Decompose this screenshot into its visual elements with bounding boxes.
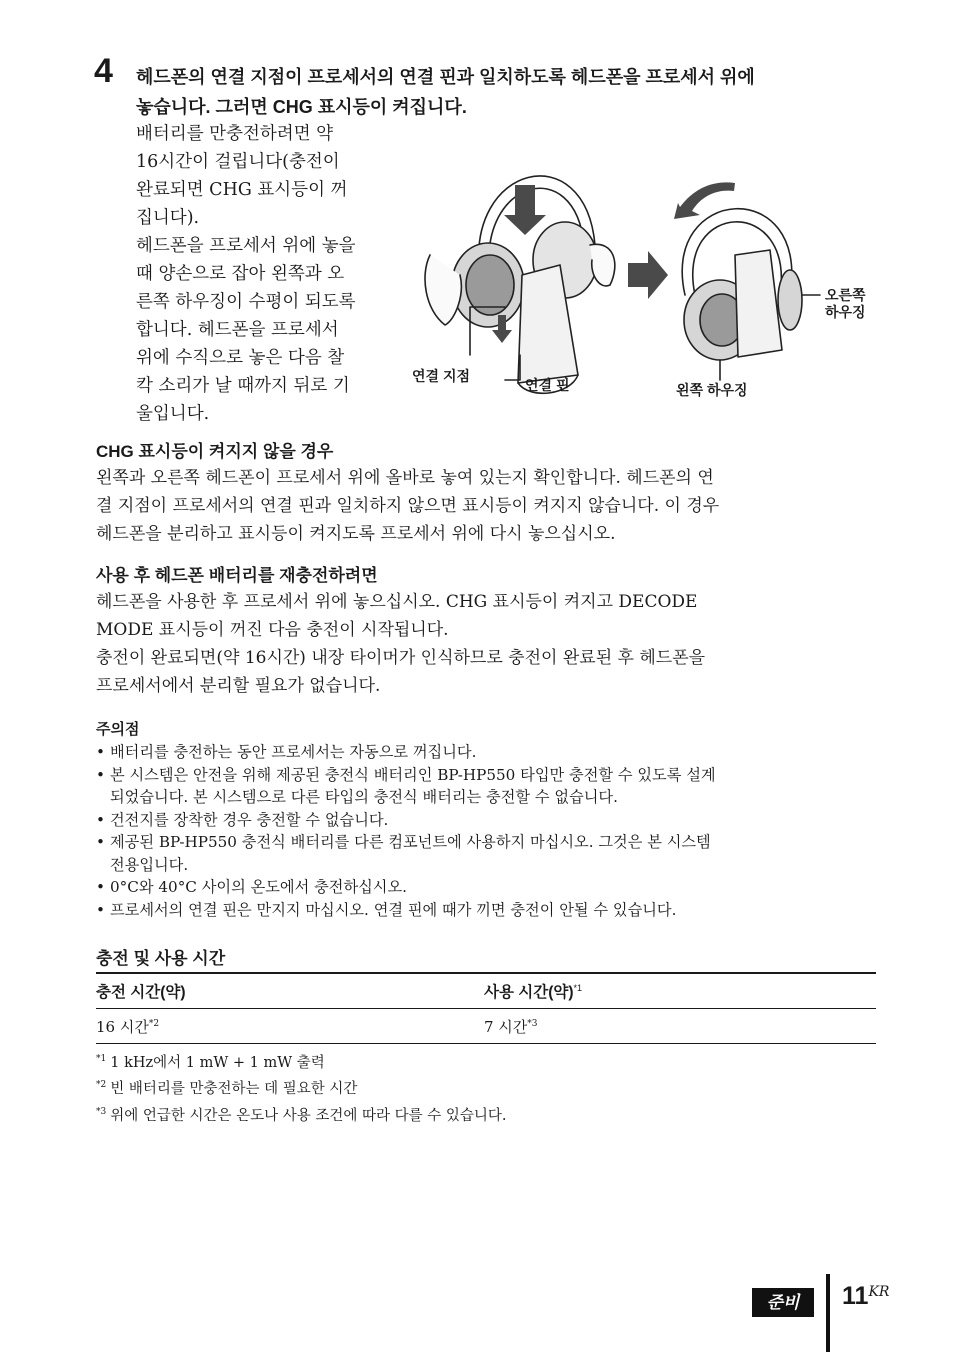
tilt-back-arrow-icon	[674, 182, 735, 219]
body-line: 배터리를 만충전하려면 약	[136, 124, 334, 144]
section-line: 왼쪽과 오른쪽 헤드폰이 프로세서 위에 올바로 놓여 있는지 확인합니다. 헤드폰의 연	[96, 468, 714, 488]
notes-section	[96, 718, 886, 921]
section-title: 사용 후 헤드폰 배터리를 재충전하려면	[96, 566, 378, 585]
step-body	[136, 120, 406, 428]
table-row	[96, 1009, 876, 1044]
body-line: 때 양손으로 잡아 왼쪽과 오	[136, 264, 345, 284]
section-chg-not-lit	[96, 440, 876, 548]
body-line: 칵 소리가 날 때까지 뒤로 기	[136, 376, 350, 396]
header-text: 충전 시간(약)	[96, 984, 186, 1001]
note-line: 되었습니다. 본 시스템으로 다른 타입의 충전식 배터리는 충전할 수 없습니다.	[110, 788, 618, 806]
footnote-mark: *2	[96, 1080, 107, 1091]
docked-processor	[735, 250, 782, 357]
notes-title: 주의점	[96, 721, 140, 738]
note-item	[96, 741, 886, 764]
section-line: 충전이 완료되면(약 16시간) 내장 타이머가 인식하므로 충전이 완료된 후 헤드폰을	[96, 648, 706, 668]
body-line: 집니다).	[136, 208, 200, 228]
notes-list	[96, 741, 886, 921]
page-number	[842, 1282, 889, 1311]
body-line: 울입니다.	[136, 404, 210, 424]
footnote-mark: *3	[96, 1106, 107, 1117]
section-recharge	[96, 564, 876, 700]
header-text: 사용 시간(약)	[484, 984, 574, 1001]
footnote-mark: *1	[573, 982, 583, 993]
cell-usage-time	[484, 1016, 876, 1037]
body-line: 합니다. 헤드폰을 프로세서	[136, 320, 339, 340]
section-line: 헤드폰을 분리하고 표시등이 켜지도록 프로세서 위에 다시 놓으십시오.	[96, 524, 616, 544]
note-line: • 프로세서의 연결 핀은 만지지 마십시오. 연결 핀에 때가 끼면 충전이 안될 수 있습니다.	[110, 900, 677, 919]
body-line: 위에 수직으로 놓은 다음 찰	[136, 348, 345, 368]
cell-charge-time	[96, 1016, 484, 1037]
section-line: 헤드폰을 사용한 후 프로세서 위에 놓으십시오. CHG 표시등이 켜지고 DECODE	[96, 592, 698, 612]
section-line: 결 지점이 프로세서의 연결 핀과 일치하지 않으면 표시등이 켜지지 않습니다. 이 경우	[96, 496, 720, 516]
footnote	[96, 1048, 876, 1074]
down-arrow-icon	[504, 185, 546, 235]
note-line: • 0°C와 40°C 사이의 온도에서 충전하십시오.	[110, 878, 407, 896]
body-line: 헤드폰을 프로세서 위에 놓을	[136, 236, 356, 256]
label-right-housing	[825, 287, 866, 321]
note-item	[96, 831, 886, 876]
table-header-row	[96, 974, 876, 1009]
footnote-mark: *1	[96, 1054, 107, 1064]
label-right-housing-line: 하우징	[825, 304, 866, 320]
section-tab-badge: 준비	[752, 1288, 814, 1317]
section-line: 프로세서에서 분리할 필요가 없습니다.	[96, 676, 381, 696]
note-item	[96, 899, 886, 922]
cell-text: 16 시간	[96, 1017, 149, 1036]
note-line: • 제공된 BP-HP550 충전식 배터리를 다른 컴포넌트에 사용하지 마십시오. 그것은 본 시스템	[110, 833, 711, 851]
label-connection-point: 연결 지점	[412, 368, 470, 384]
body-line: 16시간이 걸립니다(충전이	[136, 152, 340, 172]
charge-usage-table	[96, 972, 876, 1044]
note-line: • 건전지를 장착한 경우 충전할 수 없습니다.	[110, 810, 389, 829]
header-usage-time	[484, 980, 876, 1002]
footnote-mark: *2	[148, 1018, 160, 1029]
page-number-value: 11	[842, 1282, 869, 1310]
cell-text: 7 시간	[484, 1017, 528, 1036]
section-tab-bar	[826, 1274, 830, 1352]
footnotes	[96, 1048, 876, 1127]
label-right-housing-line: 오른쪽	[825, 287, 866, 303]
headphone-placement-illustration	[410, 125, 890, 415]
note-item	[96, 876, 886, 899]
label-connection-pin: 연결 핀	[525, 377, 570, 393]
footnote-text: 1 kHz에서 1 mW + 1 mW 출력	[110, 1054, 325, 1071]
note-line: • 배터리를 충전하는 동안 프로세서는 자동으로 꺼집니다.	[110, 743, 477, 761]
page-number-suffix: KR	[868, 1284, 890, 1300]
illustration-drawing	[410, 125, 890, 415]
header-charge-time	[96, 980, 484, 1002]
body-line: 른쪽 하우징이 수평이 되도록	[136, 292, 356, 312]
body-line: 완료되면 CHG 표시등이 꺼	[136, 180, 348, 200]
footnote-text: 빈 배터리를 만충전하는 데 필요한 시간	[110, 1081, 358, 1098]
docked-right-housing	[778, 270, 802, 330]
footnote-text: 위에 언급한 시간은 온도나 사용 조건에 따라 다를 수 있습니다.	[110, 1107, 507, 1124]
table-title: 충전 및 사용 시간	[96, 949, 226, 968]
step-heading-line: 헤드폰의 연결 지점이 프로세서의 연결 핀과 일치하도록 헤드폰을 프로세서 위에	[136, 67, 755, 87]
note-line: • 본 시스템은 안전을 위해 제공된 충전식 배터리인 BP-HP550 타입만 충전할 수 있도록 설계	[110, 765, 716, 784]
step-heading	[136, 62, 896, 122]
section-title: CHG 표시등이 켜지지 않을 경우	[96, 442, 334, 461]
footnote	[96, 1074, 876, 1100]
footnote	[96, 1101, 876, 1127]
right-arrow-icon	[628, 251, 668, 299]
note-item	[96, 809, 886, 832]
section-line: MODE 표시등이 꺼진 다음 충전이 시작됩니다.	[96, 620, 449, 640]
note-line: 전용입니다.	[110, 855, 189, 874]
label-left-housing: 왼쪽 하우징	[676, 382, 748, 398]
note-item	[96, 764, 886, 809]
step-number: 4	[94, 52, 113, 90]
footnote-mark: *3	[527, 1018, 538, 1029]
right-hand	[590, 244, 615, 286]
step-heading-line: 놓습니다. 그러면 CHG 표시등이 켜집니다.	[136, 97, 467, 117]
